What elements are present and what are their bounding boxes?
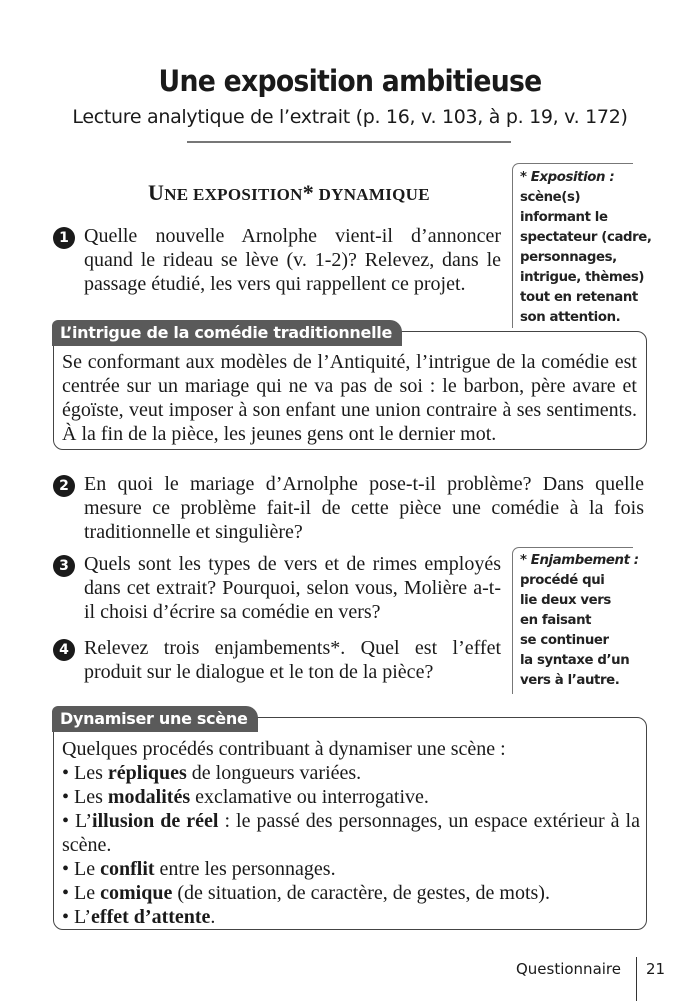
section-heading-initial: U (148, 180, 165, 205)
side-note-exposition (520, 168, 652, 328)
list-item-suffix: exclamative ou interrogative. (190, 786, 429, 808)
list-item (62, 881, 640, 905)
question-number: 3 (53, 555, 75, 577)
list-item (62, 785, 640, 809)
note-line: intrigue, thèmes) (520, 270, 645, 285)
note-line: la syntaxe d’un (520, 653, 630, 668)
list-item-keyword: modalités (107, 786, 191, 808)
list-item-suffix: entre les personnages. (154, 858, 336, 880)
list-item (62, 761, 640, 785)
footer-divider (636, 957, 637, 1001)
list-item-suffix: (de situation, de caractère, de gestes, de mots). (172, 882, 550, 904)
list-item (62, 809, 640, 857)
note-line: procédé qui (520, 573, 605, 588)
section-heading-asterisk: * (302, 180, 315, 205)
list-item-suffix: de longueurs variées. (186, 762, 362, 784)
list-item-keyword: effet d’attente (91, 906, 211, 928)
list-item-keyword: comique (100, 882, 173, 904)
note-term: * Exposition : (520, 170, 615, 185)
note-line: spectateur (cadre, (520, 230, 652, 245)
list-item-keyword: illusion de réel (92, 810, 219, 832)
page-title: Une exposition ambitieuse (158, 64, 542, 98)
list-item-suffix: : le passé des personnages, un espace extérieur à la scène. (62, 810, 640, 856)
list-item-prefix: • Le (62, 858, 101, 880)
list-item (62, 905, 640, 929)
note-line: se continuer (520, 633, 609, 648)
note-line: son attention. (520, 310, 621, 325)
list-item-prefix: • Le (62, 882, 101, 904)
note-line: tout en retenant (520, 290, 638, 305)
list-item-keyword: répliques (107, 762, 187, 784)
section-heading-text: NE EXPOSITION (164, 185, 303, 204)
info-box-tab: L’intrigue de la comédie traditionnelle (52, 320, 402, 346)
list-item-prefix: • Les (62, 762, 108, 784)
note-line: personnages, (520, 250, 617, 265)
page-subtitle: Lecture analytique de l’extrait (p. 16, v. 103, à p. 19, v. 172) (72, 106, 628, 128)
list-item-prefix: • L’ (62, 906, 92, 928)
section-heading (148, 180, 430, 206)
question-text: En quoi le mariage d’Arnolphe pose-t-il problème? Dans quelle mesure ce problème fait-il de cette pièce une comédie à la fois traditionnelle et singulière? (84, 473, 644, 543)
list-item-prefix: • Les (62, 786, 108, 808)
list-item-prefix: • L’ (62, 810, 93, 832)
title-divider (187, 141, 511, 143)
question-number: 4 (53, 639, 75, 661)
note-line: scène(s) (520, 190, 581, 205)
note-term: * Enjambement : (520, 553, 639, 568)
question-text: Quels sont les types de vers et de rimes employés dans cet extrait? Pourquoi, selon vous, Molière a-t-il choisi d’écrire sa comédie en vers? (84, 553, 501, 623)
footer-section-label: Questionnaire (515, 960, 621, 978)
question-text: Quelle nouvelle Arnolphe vient-il d’annoncer quand le rideau se lève (v. 1-2)? Relevez, dans le passage étudié, les vers qui rappellent ce projet. (84, 225, 501, 295)
side-note-enjambement (520, 551, 639, 691)
info-box-intro: Quelques procédés contribuant à dynamiser une scène : (62, 738, 506, 760)
info-box-tab: Dynamiser une scène (52, 706, 258, 732)
question-text: Relevez trois enjambements*. Quel est l’effet produit sur le dialogue et le ton de la pièce? (84, 637, 501, 683)
note-line: en faisant (520, 613, 592, 628)
info-box-text: Se conformant aux modèles de l’Antiquité, l’intrigue de la comédie est centrée sur un mariage qui ne va pas de soi : le barbon, père avare et égoïste, veut imposer à son enfant une union contraire à ses sentiments. À la fin de la pièce, les jeunes gens ont le dernier mot. (62, 351, 637, 445)
note-line: vers à l’autre. (520, 673, 620, 688)
question-number: 2 (53, 475, 75, 497)
list-item-keyword: conflit (100, 858, 155, 880)
procedures-list (62, 761, 640, 929)
list-item-suffix: . (210, 906, 216, 928)
page-number: 21 (646, 960, 666, 978)
note-line: lie deux vers (520, 593, 611, 608)
note-line: informant le (520, 210, 608, 225)
section-heading-end: DYNAMIQUE (314, 185, 430, 204)
list-item (62, 857, 640, 881)
question-number: 1 (53, 227, 75, 249)
